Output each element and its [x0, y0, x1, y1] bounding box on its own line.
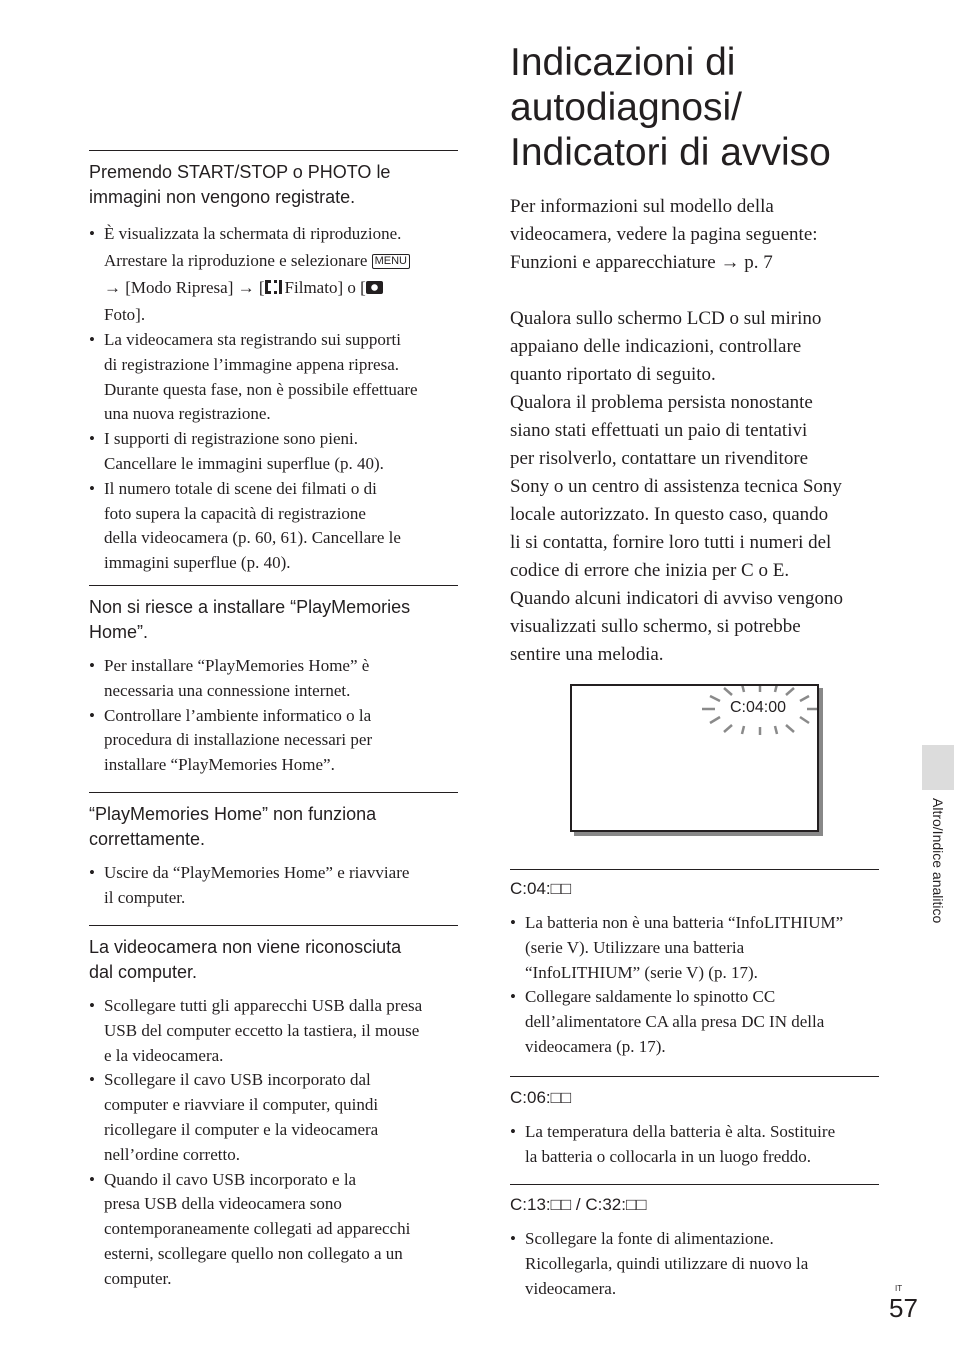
divider — [89, 925, 458, 926]
page-reference: p. 7 — [739, 252, 773, 273]
list-item: • Uscire da “PlayMemories Home” e riavviare il computer. — [89, 861, 459, 911]
text: È visualizzata la schermata di riproduzione. Arrestare la riproduzione e selezionare — [104, 224, 402, 270]
list-item: • Scollegare tutti gli apparecchi USB dalla presa USB del computer eccetto la tastiera, il mouse e la videocamera. — [89, 994, 459, 1068]
list-item: • Collegare saldamente lo spinotto CC dell’alimentatore CA alla presa DC IN della videocamera (p. 17). — [510, 985, 882, 1059]
text: Foto]. — [104, 305, 146, 324]
list-item: • La batteria non è una batteria “InfoLITHIUM” (serie V). Utilizzare una batteria “InfoLITHIUM” (serie V) (p. 17). — [510, 911, 882, 985]
divider — [89, 792, 458, 793]
warning-paragraph: Qualora sullo schermo LCD o sul mirino appaiano delle indicazioni, controllare quanto riportato di seguito. Qualora il problema persista nonostante siano stati effettuati un paio di tentativi per risolverlo, contattare un rivenditore Sony o un centro di assistenza tecnica Sony locale autorizzato. In questo caso, quando li si contatta, fornire loro tutti i numeri del codice di errore che inizia per C o E. Quando alcuni indicatori di avviso vengono visualizzati sullo schermo, si potrebbe sentire una melodia. — [510, 308, 843, 665]
page-title: Indicazioni di autodiagnosi/ Indicatori di avviso — [510, 41, 831, 174]
list-item: • I supporti di registrazione sono pieni. Cancellare le immagini superflue (p. 40). — [89, 427, 459, 477]
section-heading: “PlayMemories Home” non funziona correttamente. — [89, 804, 377, 849]
error-code: C:13:□□ / C:32:□□ — [510, 1195, 647, 1214]
film-icon — [265, 280, 282, 294]
section-no-recording — [89, 160, 459, 576]
divider — [510, 1076, 879, 1077]
list-item: • Scollegare il cavo USB incorporato dal computer e riavviare il computer, quindi ricollegare il computer e la videocamera nell’ordine corretto. — [89, 1068, 459, 1167]
lcd-screen-illustration — [570, 684, 819, 832]
section-not-recognized — [89, 935, 459, 1292]
section-heading: Premendo START/STOP o PHOTO le immagini non vengono registrate. — [89, 162, 391, 207]
error-c13-c32 — [510, 1195, 882, 1301]
list-item — [89, 220, 459, 328]
section-tab — [922, 745, 954, 790]
arrow-icon: → — [104, 278, 121, 297]
section-heading: La videocamera non viene riconosciuta dal computer. — [89, 937, 402, 982]
divider — [89, 585, 458, 586]
error-code: C:06:□□ — [510, 1088, 572, 1107]
divider — [89, 150, 458, 151]
error-c06 — [510, 1088, 882, 1170]
divider — [510, 869, 879, 870]
text: Filmato] o [ — [284, 278, 366, 297]
page-number: 57 — [889, 1293, 918, 1323]
divider — [510, 1184, 879, 1185]
menu-button-icon: MENU — [372, 254, 410, 269]
section-label: Altro/Indice analitico — [930, 798, 946, 924]
arrow-icon: → — [237, 278, 255, 297]
error-code-display: C:04:00 — [730, 699, 787, 716]
intro-paragraph — [510, 193, 882, 277]
section-not-working — [89, 802, 459, 911]
list-item: • Per installare “PlayMemories Home” è necessaria una connessione internet. — [89, 654, 459, 704]
list-item: • Quando il cavo USB incorporato e la presa USB della videocamera sono contemporaneamente collegati ad apparecchi esterni, scollegare quello non collegato a un computer. — [89, 1168, 459, 1292]
section-heading: Non si riesce a installare “PlayMemories Home”. — [89, 597, 411, 642]
list-item: • La videocamera sta registrando sui supporti di registrazione l’immagine appena ripresa. Durante questa fase, non è possibile effettuare una nuova registrazione. — [89, 328, 459, 427]
list-item: • La temperatura della batteria è alta. Sostituire la batteria o collocarla in un luogo freddo. — [510, 1120, 882, 1170]
text: [Modo Ripresa] — [121, 278, 238, 297]
error-c04 — [510, 879, 882, 1060]
section-install — [89, 595, 459, 778]
camera-icon — [366, 281, 383, 294]
list-item: • Controllare l’ambiente informatico o la procedura di installazione necessari per installare “PlayMemories Home”. — [89, 704, 459, 778]
list-item: • Scollegare la fonte di alimentazione. Ricollegarla, quindi utilizzare di nuovo la videocamera. — [510, 1227, 882, 1301]
error-code: C:04:□□ — [510, 879, 572, 898]
language-code: IT — [895, 1284, 903, 1293]
text: [ — [254, 278, 265, 297]
list-item: • Il numero totale di scene dei filmati o di foto supera la capacità di registrazione della videocamera (p. 60, 61). Cancellare le immagini superflue (p. 40). — [89, 477, 459, 576]
arrow-icon: → — [720, 252, 740, 273]
text: Per informazioni sul modello della videocamera, vedere la pagina seguente: Funzioni e apparecchiature — [510, 196, 818, 273]
